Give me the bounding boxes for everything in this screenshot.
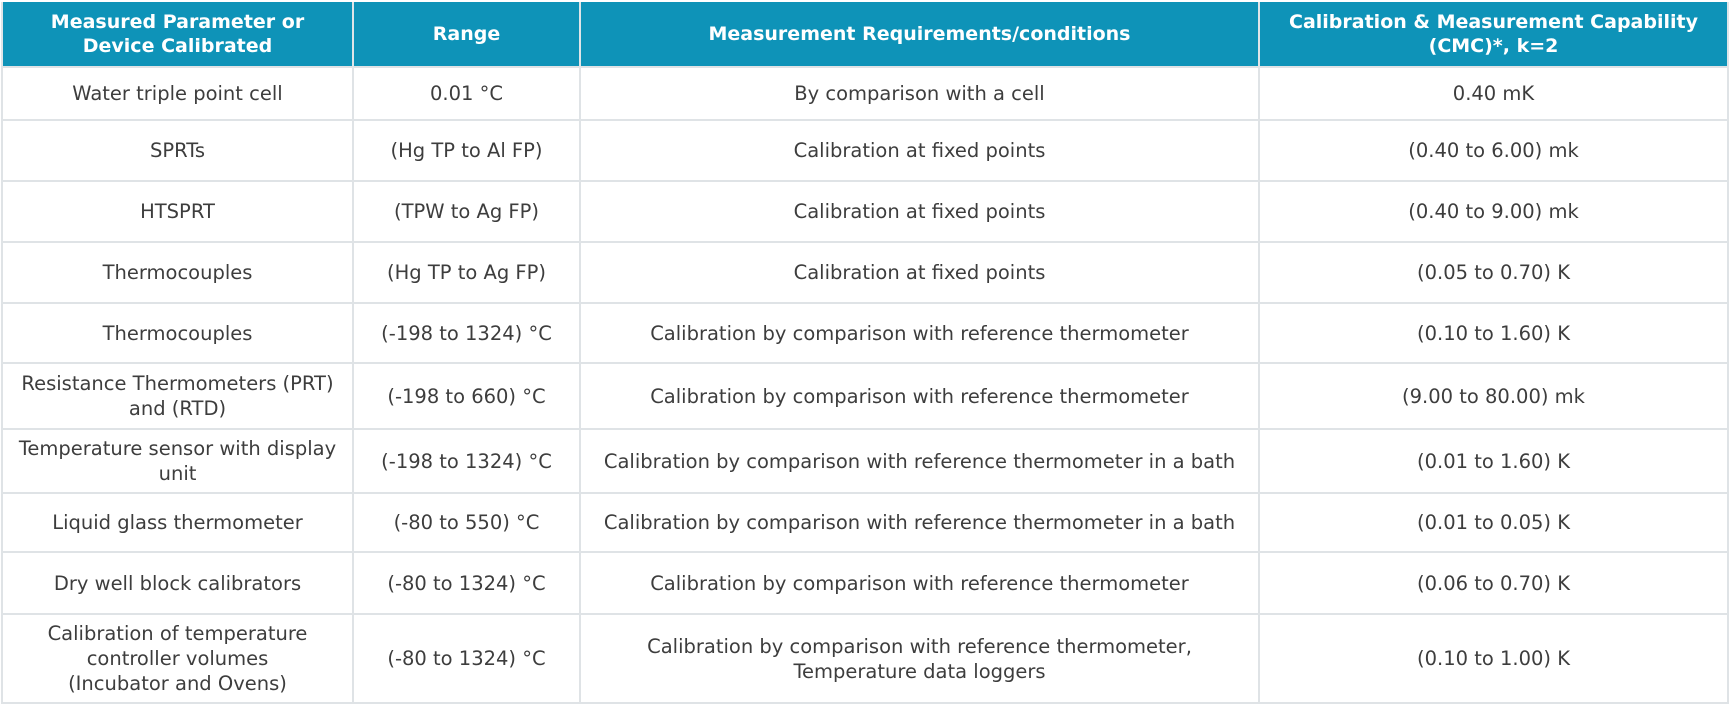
- cell-parameter-line: Thermocouples: [102, 261, 253, 284]
- cell-parameter-line: Temperature sensor with display: [18, 437, 337, 460]
- cell-conditions: [580, 429, 1259, 493]
- cell-conditions-line: Calibration by comparison with reference thermometer: [650, 321, 1189, 345]
- table-row: [2, 363, 1728, 429]
- cell-cmc: (0.01 to 0.05) K: [1259, 493, 1728, 552]
- header-cmc-line: (CMC)*, k=2: [1428, 35, 1559, 57]
- cell-range: (-198 to 1324) °C: [353, 429, 580, 493]
- table-row: [2, 493, 1728, 552]
- cell-conditions: [580, 120, 1259, 181]
- cell-conditions-line: Calibration by comparison with reference thermometer: [650, 571, 1189, 595]
- cell-conditions-line: Calibration by comparison with reference thermometer in a bath: [603, 511, 1236, 534]
- cell-cmc: (9.00 to 80.00) mk: [1259, 363, 1728, 429]
- cell-parameter: [2, 67, 353, 120]
- cell-cmc: (0.10 to 1.00) K: [1259, 614, 1728, 703]
- cell-cmc: 0.40 mK: [1259, 67, 1728, 120]
- cell-conditions-line: Calibration by comparison with reference thermometer: [650, 384, 1189, 408]
- cell-parameter-line: SPRTs: [149, 139, 206, 162]
- cmc-table: [1, 2, 1729, 704]
- cell-conditions: [580, 614, 1259, 703]
- cell-parameter: [2, 429, 353, 493]
- table-header: [2, 2, 1728, 67]
- cell-parameter-line: Resistance Thermometers (PRT): [21, 372, 334, 395]
- cell-conditions: [580, 242, 1259, 303]
- cell-range: (-198 to 1324) °C: [353, 303, 580, 363]
- cell-range: (Hg TP to Al FP): [353, 120, 580, 181]
- cell-conditions: [580, 181, 1259, 242]
- table-body: [2, 67, 1728, 703]
- header-cmc-line: Calibration & Measurement Capability: [1289, 11, 1698, 33]
- cell-parameter-line: Liquid glass thermometer: [52, 511, 303, 534]
- table-row: [2, 614, 1728, 703]
- table-row: [2, 67, 1728, 120]
- cell-conditions-line: Calibration at fixed points: [793, 139, 1046, 162]
- cell-parameter: [2, 303, 353, 363]
- header-parameter-line: Device Calibrated: [82, 35, 273, 57]
- header-conditions-line: Measurement Requirements/conditions: [708, 23, 1131, 45]
- cell-parameter: [2, 363, 353, 429]
- header-row: [2, 2, 1728, 67]
- cell-cmc: (0.01 to 1.60) K: [1259, 429, 1728, 493]
- cell-parameter-line: Water triple point cell: [72, 82, 283, 105]
- cell-parameter-line: HTSPRT: [140, 200, 215, 223]
- cell-range: (Hg TP to Ag FP): [353, 242, 580, 303]
- cell-conditions: [580, 303, 1259, 363]
- cell-parameter-line: Thermocouples: [102, 321, 253, 345]
- header-range: [353, 2, 580, 67]
- cell-conditions-line: Calibration by comparison with reference thermometer in a bath: [603, 449, 1236, 473]
- cell-parameter-line: Calibration of temperature: [47, 622, 308, 645]
- cell-range: (-80 to 550) °C: [353, 493, 580, 552]
- cell-parameter-line: controller volumes: [86, 647, 269, 670]
- cell-conditions: [580, 67, 1259, 120]
- cell-parameter-line: Dry well block calibrators: [53, 571, 302, 595]
- header-conditions: [580, 2, 1259, 67]
- cell-range: (-80 to 1324) °C: [353, 552, 580, 614]
- cell-cmc: (0.40 to 9.00) mk: [1259, 181, 1728, 242]
- cell-cmc: (0.05 to 0.70) K: [1259, 242, 1728, 303]
- table-row: [2, 552, 1728, 614]
- cell-parameter: [2, 181, 353, 242]
- table-row: [2, 181, 1728, 242]
- header-cmc: [1259, 2, 1728, 67]
- cell-cmc: (0.10 to 1.60) K: [1259, 303, 1728, 363]
- header-parameter: [2, 2, 353, 67]
- cell-conditions-line: Temperature data loggers: [793, 659, 1046, 683]
- cell-conditions-line: By comparison with a cell: [794, 82, 1045, 105]
- cell-parameter: [2, 552, 353, 614]
- cell-parameter: [2, 614, 353, 703]
- cell-range: (TPW to Ag FP): [353, 181, 580, 242]
- cell-range: (-198 to 660) °C: [353, 363, 580, 429]
- cell-conditions-line: Calibration by comparison with reference thermometer,: [647, 634, 1192, 658]
- table-row: [2, 242, 1728, 303]
- cell-conditions: [580, 552, 1259, 614]
- cell-cmc: (0.06 to 0.70) K: [1259, 552, 1728, 614]
- cell-range: 0.01 °C: [353, 67, 580, 120]
- cell-conditions-line: Calibration at fixed points: [793, 200, 1046, 223]
- table-row: [2, 429, 1728, 493]
- cell-parameter-line: (Incubator and Ovens): [68, 672, 287, 695]
- header-range-line: Range: [432, 23, 501, 45]
- table-row: [2, 120, 1728, 181]
- cell-range: (-80 to 1324) °C: [353, 614, 580, 703]
- cell-parameter: [2, 242, 353, 303]
- cell-parameter: [2, 493, 353, 552]
- cell-parameter-line: unit: [158, 462, 197, 485]
- cell-parameter-line: and (RTD): [128, 397, 227, 420]
- cell-conditions-line: Calibration at fixed points: [793, 261, 1046, 284]
- cell-conditions: [580, 493, 1259, 552]
- header-parameter-line: Measured Parameter or: [50, 11, 305, 33]
- cell-parameter: [2, 120, 353, 181]
- cell-conditions: [580, 363, 1259, 429]
- table-row: [2, 303, 1728, 363]
- cell-cmc: (0.40 to 6.00) mk: [1259, 120, 1728, 181]
